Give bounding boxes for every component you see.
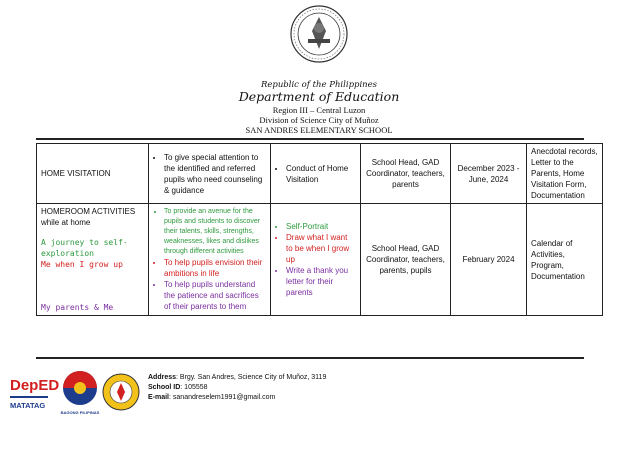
school-name: SAN ANDRES ELEMENTARY SCHOOL (245, 125, 393, 135)
subactivity-item: Me when I grow up (41, 260, 123, 269)
deped-logo-text: DepED (10, 377, 60, 394)
subactivity-item: My parents & Me (41, 303, 114, 312)
matatag-logo-text: MATATAG (10, 401, 46, 410)
strategy-item: • Conduct of Home Visitation (286, 163, 356, 185)
table-row (37, 204, 603, 316)
table-row (37, 144, 603, 204)
objectives-cell (149, 204, 271, 316)
objective-item: • To help pupils envision their ambitions in life (164, 257, 266, 279)
address-line: Address: Brgy. San Andres, Science City of Muñoz, 3119 (148, 374, 327, 381)
footer-divider (36, 357, 584, 359)
evidence-cell: Anecdotal records, Letter to the Parents, Home Visitation Form, Documentation (527, 144, 603, 204)
objectives-cell (149, 144, 271, 204)
deped-seal-icon (290, 5, 348, 63)
activity-cell: HOMEROOM ACTIVITIES while at home A journey to self-exploration Me when I grow up My parents & Me (37, 204, 149, 316)
persons-cell: School Head, GAD Coordinator, teachers, parents, pupils (361, 204, 451, 316)
objective-item: • To provide an avenue for the pupils and students to discover their talents, skills, strengths, weaknesses, likes and dislikes through different activities (164, 207, 266, 257)
strategies-cell (271, 144, 361, 204)
strategy-item: • Draw what I want to be when I grow up (286, 232, 356, 265)
evidence-cell: Calendar of Activities, Program, Documentation (527, 204, 603, 316)
strategy-item: • Self-Portrait (286, 221, 356, 232)
department-title: Department of Education (238, 89, 400, 104)
strategy-item: • Write a thank you letter for their parents (286, 265, 356, 298)
activity-cell: HOME VISITATION (37, 144, 149, 204)
region-line: Region III – Central Luzon (272, 105, 366, 115)
republic-line: Republic of the Philippines (260, 80, 378, 90)
division-line: Division of Science City of Muñoz (259, 115, 379, 125)
persons-cell: School Head, GAD Coordinator, teachers, parents (361, 144, 451, 204)
subactivity-item: A journey to self-exploration (41, 238, 128, 258)
time-frame-cell: December 2023 - June, 2024 (451, 144, 527, 204)
school-contact-block (148, 373, 326, 403)
objective-item: • To give special attention to the identified and referred pupils who need counseling & guidance (164, 152, 266, 196)
strategies-cell (271, 204, 361, 316)
time-frame-cell: February 2024 (451, 204, 527, 316)
footer-logo-group (0, 368, 140, 428)
deped-matatag-logo (10, 377, 59, 410)
activity-plan-table (36, 143, 603, 316)
header-divider (36, 138, 584, 140)
bagong-pilipinas-logo (61, 371, 100, 415)
school-id-line: School ID: 105558 (148, 384, 208, 391)
objective-item: • To help pupils understand the patience and sacrifices of their parents to them (164, 279, 266, 312)
email-line: E-mail: sanandreselem1991@gmail.com (148, 394, 276, 401)
bagong-pilipinas-text: BAGONG PILIPINAS (60, 410, 100, 415)
school-logo (103, 374, 139, 410)
